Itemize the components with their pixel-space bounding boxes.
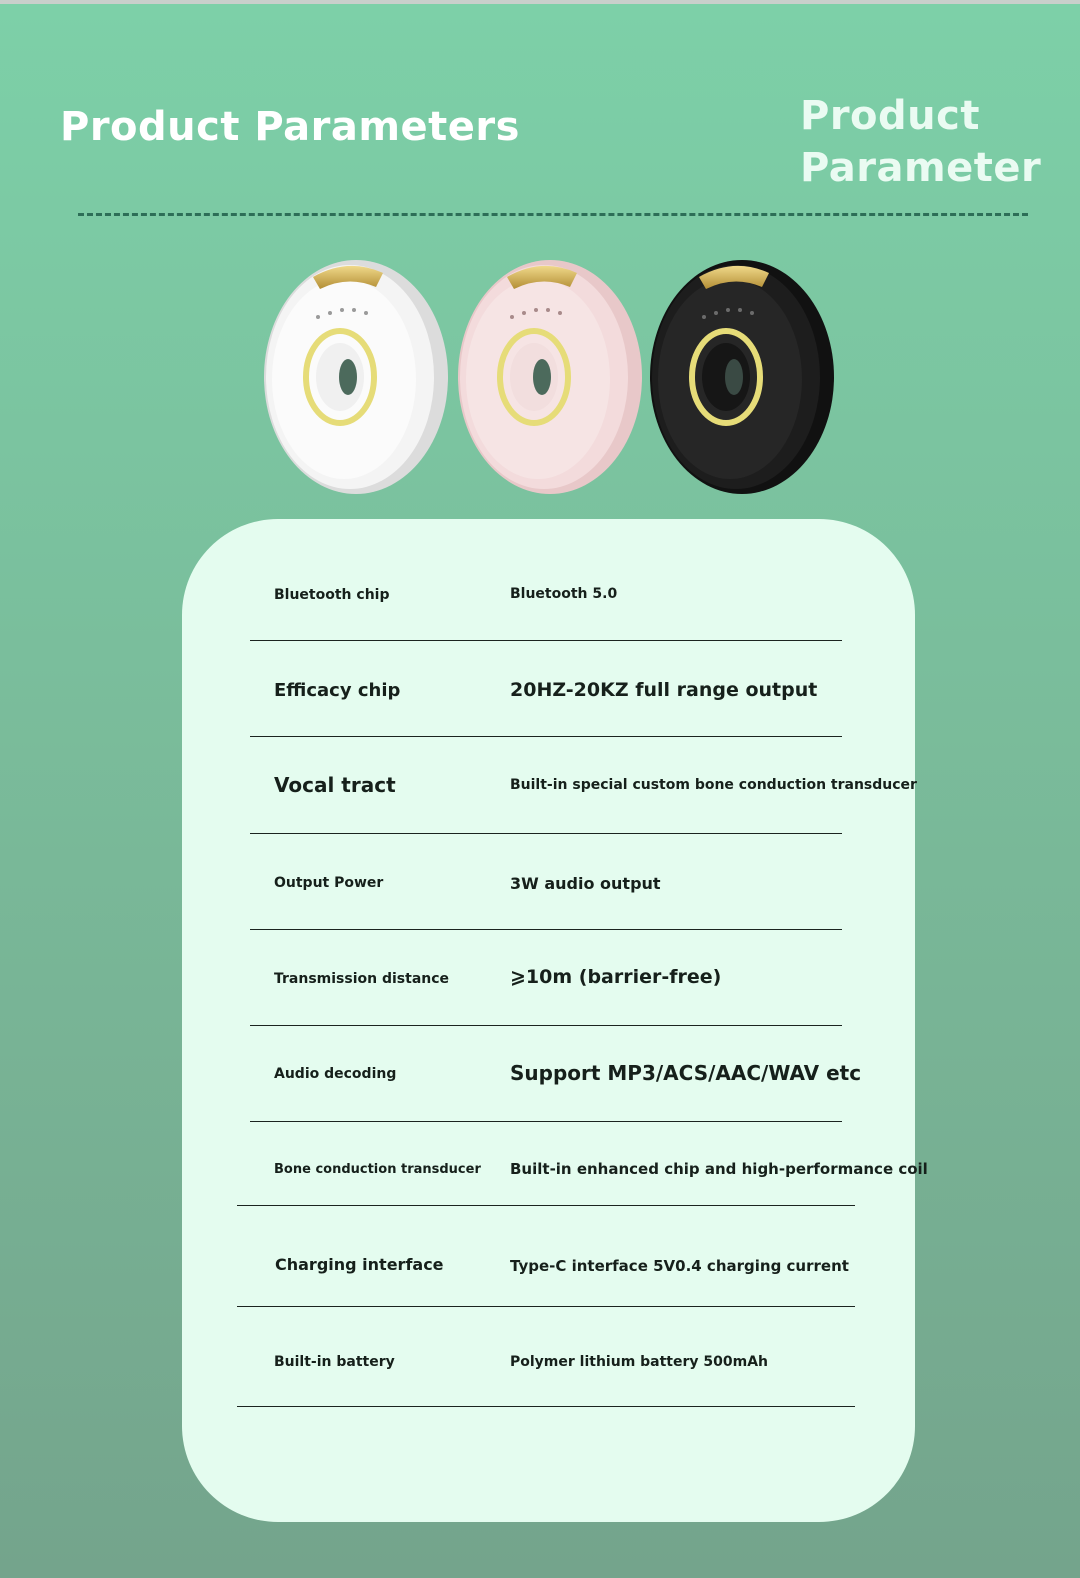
page-title: Product Parameters xyxy=(60,104,520,150)
param-label: Efficacy chip xyxy=(274,680,401,701)
param-value: Bluetooth 5.0 xyxy=(510,586,618,602)
param-label: Transmission distance xyxy=(274,971,450,987)
dashed-divider xyxy=(78,213,1028,216)
param-label: Audio decoding xyxy=(274,1066,397,1082)
param-value: Built-in special custom bone conduction transducer xyxy=(510,777,917,793)
row-separator xyxy=(250,736,842,737)
top-border xyxy=(0,0,1080,4)
row-separator xyxy=(250,929,842,930)
product-images xyxy=(258,255,838,500)
pink-device-image xyxy=(458,260,642,494)
row-separator xyxy=(237,1205,855,1206)
param-label: Output Power xyxy=(274,875,384,891)
row-separator xyxy=(237,1306,855,1307)
parameters-card xyxy=(182,519,928,1522)
param-value: ⩾10m (barrier-free) xyxy=(510,966,722,988)
param-label: Bone conduction transducer xyxy=(274,1162,481,1177)
row-separator xyxy=(250,1025,842,1026)
param-label: Built-in battery xyxy=(274,1354,395,1370)
param-value: Type-C interface 5V0.4 charging current xyxy=(510,1257,849,1275)
param-value: 3W audio output xyxy=(510,874,661,893)
param-label: Bluetooth chip xyxy=(274,587,390,603)
param-value: Polymer lithium battery 500mAh xyxy=(510,1354,769,1370)
param-value: 20HZ-20KZ full range output xyxy=(510,679,818,701)
black-device-image xyxy=(650,260,834,494)
page-subtitle xyxy=(800,90,1070,194)
white-device-image xyxy=(264,260,448,494)
row-separator xyxy=(250,1121,842,1122)
param-value: Support MP3/ACS/AAC/WAV etc xyxy=(510,1061,862,1085)
subtitle-line-1: Product xyxy=(800,93,980,139)
param-label: Charging interface xyxy=(275,1255,444,1274)
param-label: Vocal tract xyxy=(274,773,396,797)
subtitle-line-2: Parameter xyxy=(800,145,1042,191)
param-value: Built-in enhanced chip and high-performance coil xyxy=(510,1160,928,1178)
row-separator xyxy=(250,833,842,834)
row-separator xyxy=(237,1406,855,1407)
row-separator xyxy=(250,640,842,641)
